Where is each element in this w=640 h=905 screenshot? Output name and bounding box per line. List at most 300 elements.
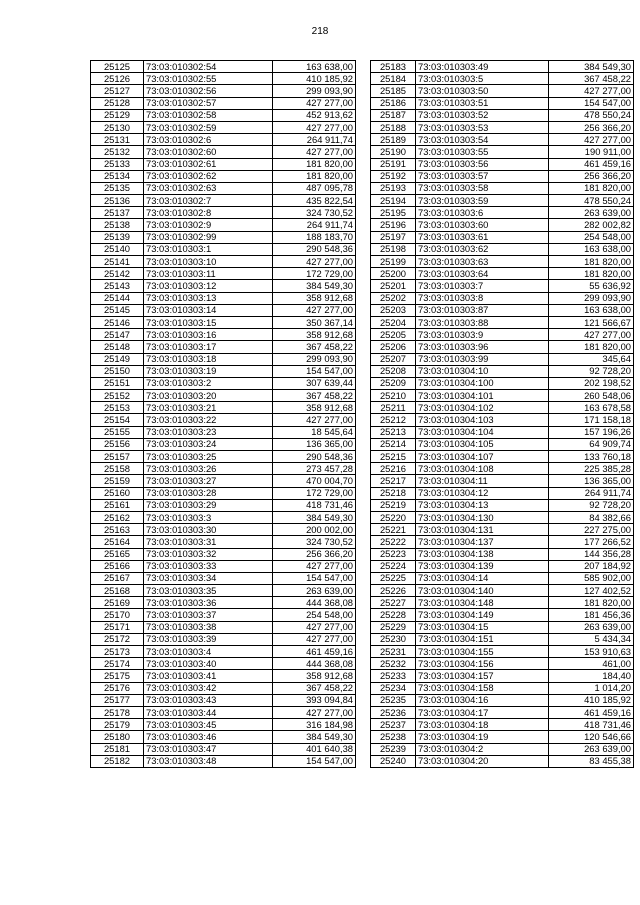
cadastral-number: 73:03:010304:15 (416, 621, 549, 633)
table-row (91, 694, 356, 706)
cadastral-number: 73:03:010304:19 (416, 731, 549, 743)
row-number: 25204 (371, 316, 416, 328)
cadastral-value: 273 457,28 (273, 463, 356, 475)
row-number: 25166 (91, 560, 144, 572)
cadastral-value: 83 455,38 (549, 755, 634, 767)
cadastral-value: 177 266,52 (549, 536, 634, 548)
cadastral-number: 73:03:010303:21 (144, 402, 273, 414)
table-row (91, 487, 356, 499)
row-number: 25196 (371, 219, 416, 231)
cadastral-number: 73:03:010302:55 (144, 73, 273, 85)
cadastral-value: 136 365,00 (549, 475, 634, 487)
table-row (371, 182, 634, 194)
table-row (91, 268, 356, 280)
cadastral-value: 181 456,36 (549, 609, 634, 621)
table-row (371, 195, 634, 207)
cadastral-number: 73:03:010303:96 (416, 341, 549, 353)
row-number: 25213 (371, 426, 416, 438)
cadastral-number: 73:03:010302:99 (144, 231, 273, 243)
cadastral-value: 427 277,00 (273, 621, 356, 633)
cadastral-number: 73:03:010303:49 (416, 61, 549, 73)
table-row (91, 706, 356, 718)
table-row (91, 402, 356, 414)
cadastral-number: 73:03:010304:155 (416, 646, 549, 658)
row-number: 25167 (91, 572, 144, 584)
table-row (91, 719, 356, 731)
table-row (91, 621, 356, 633)
cadastral-value: 401 640,38 (273, 743, 356, 755)
cadastral-value: 367 458,22 (549, 73, 634, 85)
cadastral-value: 92 728,20 (549, 365, 634, 377)
cadastral-number: 73:03:010304:149 (416, 609, 549, 621)
table-row (371, 280, 634, 292)
cadastral-number: 73:03:010303:16 (144, 329, 273, 341)
page-number: 218 (311, 26, 329, 37)
cadastral-value: 136 365,00 (273, 438, 356, 450)
cadastral-value: 163 678,58 (549, 402, 634, 414)
row-number: 25138 (91, 219, 144, 231)
cadastral-number: 73:03:010302:60 (144, 146, 273, 158)
cadastral-number: 73:03:010303:10 (144, 256, 273, 268)
cadastral-value: 163 638,00 (549, 243, 634, 255)
table-row (371, 158, 634, 170)
row-number: 25186 (371, 97, 416, 109)
table-row (371, 207, 634, 219)
cadastral-number: 73:03:010303:13 (144, 292, 273, 304)
cadastral-number: 73:03:010302:62 (144, 170, 273, 182)
table-row (371, 61, 634, 73)
cadastral-value: 358 912,68 (273, 670, 356, 682)
row-number: 25205 (371, 329, 416, 341)
row-number: 25156 (91, 438, 144, 450)
cadastral-value: 207 184,92 (549, 560, 634, 572)
table-row (371, 658, 634, 670)
cadastral-number: 73:03:010303:32 (144, 548, 273, 560)
table-row (371, 511, 634, 523)
cadastral-number: 73:03:010304:151 (416, 633, 549, 645)
cadastral-number: 73:03:010304:18 (416, 719, 549, 731)
cadastral-value: 384 549,30 (273, 511, 356, 523)
table-row (91, 475, 356, 487)
table-row (371, 134, 634, 146)
row-number: 25168 (91, 585, 144, 597)
row-number: 25223 (371, 548, 416, 560)
cadastral-number: 73:03:010303:61 (416, 231, 549, 243)
cadastral-number: 73:03:010303:44 (144, 706, 273, 718)
cadastral-value: 461,00 (549, 658, 634, 670)
cadastral-number: 73:03:010303:55 (416, 146, 549, 158)
cadastral-number: 73:03:010303:33 (144, 560, 273, 572)
table-row (371, 451, 634, 463)
cadastral-number: 73:03:010303:19 (144, 365, 273, 377)
table-row (371, 243, 634, 255)
cadastral-value: 410 185,92 (273, 73, 356, 85)
row-number: 25157 (91, 451, 144, 463)
cadastral-value: 470 004,70 (273, 475, 356, 487)
row-number: 25229 (371, 621, 416, 633)
cadastral-value: 172 729,00 (273, 487, 356, 499)
cadastral-value: 264 911,74 (549, 487, 634, 499)
table-row (91, 377, 356, 389)
row-number: 25217 (371, 475, 416, 487)
table-row (371, 499, 634, 511)
table-row (91, 353, 356, 365)
cadastral-number: 73:03:010303:36 (144, 597, 273, 609)
cadastral-value: 92 728,20 (549, 499, 634, 511)
table-row (91, 609, 356, 621)
row-number: 25197 (371, 231, 416, 243)
table-row (91, 195, 356, 207)
cadastral-value: 384 549,30 (273, 280, 356, 292)
row-number: 25208 (371, 365, 416, 377)
cadastral-number: 73:03:010303:37 (144, 609, 273, 621)
cadastral-value: 84 382,66 (549, 511, 634, 523)
cadastral-number: 73:03:010303:20 (144, 390, 273, 402)
left-register-table (90, 60, 356, 768)
cadastral-value: 324 730,52 (273, 207, 356, 219)
row-number: 25160 (91, 487, 144, 499)
row-number: 25220 (371, 511, 416, 523)
row-number: 25226 (371, 585, 416, 597)
cadastral-value: 384 549,30 (549, 61, 634, 73)
table-row (91, 365, 356, 377)
row-number: 25182 (91, 755, 144, 767)
table-row (371, 548, 634, 560)
row-number: 25228 (371, 609, 416, 621)
cadastral-number: 73:03:010304:157 (416, 670, 549, 682)
row-number: 25209 (371, 377, 416, 389)
row-number: 25149 (91, 353, 144, 365)
cadastral-number: 73:03:010303:4 (144, 646, 273, 658)
cadastral-value: 133 760,18 (549, 451, 634, 463)
row-number: 25151 (91, 377, 144, 389)
cadastral-number: 73:03:010303:23 (144, 426, 273, 438)
table-row (371, 731, 634, 743)
cadastral-number: 73:03:010304:2 (416, 743, 549, 755)
row-number: 25133 (91, 158, 144, 170)
row-number: 25181 (91, 743, 144, 755)
row-number: 25164 (91, 536, 144, 548)
cadastral-number: 73:03:010304:130 (416, 511, 549, 523)
cadastral-value: 254 548,00 (549, 231, 634, 243)
table-row (371, 316, 634, 328)
cadastral-value: 5 434,34 (549, 633, 634, 645)
cadastral-value: 171 158,18 (549, 414, 634, 426)
cadastral-value: 444 368,08 (273, 597, 356, 609)
cadastral-number: 73:03:010304:20 (416, 755, 549, 767)
row-number: 25146 (91, 316, 144, 328)
cadastral-value: 264 911,74 (273, 219, 356, 231)
cadastral-value: 299 093,90 (273, 85, 356, 97)
row-number: 25139 (91, 231, 144, 243)
row-number: 25169 (91, 597, 144, 609)
cadastral-number: 73:03:010302:57 (144, 97, 273, 109)
table-row (91, 560, 356, 572)
table-row (371, 719, 634, 731)
cadastral-value: 263 639,00 (549, 621, 634, 633)
cadastral-number: 73:03:010303:18 (144, 353, 273, 365)
cadastral-number: 73:03:010304:14 (416, 572, 549, 584)
cadastral-value: 324 730,52 (273, 536, 356, 548)
row-number: 25178 (91, 706, 144, 718)
row-number: 25227 (371, 597, 416, 609)
table-row (371, 329, 634, 341)
cadastral-number: 73:03:010304:100 (416, 377, 549, 389)
table-row (91, 243, 356, 255)
row-number: 25191 (371, 158, 416, 170)
cadastral-number: 73:03:010303:9 (416, 329, 549, 341)
right-register-table (370, 60, 634, 768)
table-row (91, 536, 356, 548)
row-number: 25188 (371, 121, 416, 133)
cadastral-number: 73:03:010303:88 (416, 316, 549, 328)
cadastral-number: 73:03:010303:25 (144, 451, 273, 463)
table-row (371, 536, 634, 548)
cadastral-value: 153 910,63 (549, 646, 634, 658)
cadastral-value: 316 184,98 (273, 719, 356, 731)
row-number: 25132 (91, 146, 144, 158)
row-number: 25233 (371, 670, 416, 682)
cadastral-number: 73:03:010303:57 (416, 170, 549, 182)
cadastral-value: 200 002,00 (273, 524, 356, 536)
row-number: 25199 (371, 256, 416, 268)
row-number: 25171 (91, 621, 144, 633)
row-number: 25136 (91, 195, 144, 207)
table-row (371, 73, 634, 85)
table-row (371, 304, 634, 316)
cadastral-value: 121 566,67 (549, 316, 634, 328)
cadastral-value: 427 277,00 (273, 304, 356, 316)
cadastral-number: 73:03:010303:28 (144, 487, 273, 499)
cadastral-value: 427 277,00 (273, 706, 356, 718)
cadastral-number: 73:03:010303:48 (144, 755, 273, 767)
table-row (91, 670, 356, 682)
cadastral-value: 190 911,00 (549, 146, 634, 158)
row-number: 25143 (91, 280, 144, 292)
table-row (371, 219, 634, 231)
row-number: 25140 (91, 243, 144, 255)
cadastral-value: 202 198,52 (549, 377, 634, 389)
cadastral-value: 154 547,00 (273, 572, 356, 584)
table-row (371, 292, 634, 304)
table-row (91, 731, 356, 743)
row-number: 25147 (91, 329, 144, 341)
cadastral-number: 73:03:010303:14 (144, 304, 273, 316)
cadastral-value: 181 820,00 (549, 268, 634, 280)
cadastral-number: 73:03:010304:13 (416, 499, 549, 511)
table-row (371, 560, 634, 572)
table-row (91, 97, 356, 109)
row-number: 25155 (91, 426, 144, 438)
cadastral-number: 73:03:010302:8 (144, 207, 273, 219)
cadastral-number: 73:03:010302:56 (144, 85, 273, 97)
row-number: 25216 (371, 463, 416, 475)
table-row (91, 85, 356, 97)
cadastral-value: 256 366,20 (549, 121, 634, 133)
cadastral-number: 73:03:010303:60 (416, 219, 549, 231)
row-number: 25153 (91, 402, 144, 414)
row-number: 25192 (371, 170, 416, 182)
cadastral-number: 73:03:010303:39 (144, 633, 273, 645)
table-row (371, 706, 634, 718)
cadastral-value: 144 356,28 (549, 548, 634, 560)
cadastral-value: 154 547,00 (549, 97, 634, 109)
cadastral-value: 263 639,00 (549, 207, 634, 219)
cadastral-value: 461 459,16 (549, 158, 634, 170)
table-row (91, 682, 356, 694)
row-number: 25141 (91, 256, 144, 268)
row-number: 25159 (91, 475, 144, 487)
cadastral-value: 358 912,68 (273, 329, 356, 341)
table-row (91, 134, 356, 146)
cadastral-number: 73:03:010303:12 (144, 280, 273, 292)
table-row (371, 585, 634, 597)
table-row (371, 390, 634, 402)
row-number: 25225 (371, 572, 416, 584)
row-number: 25212 (371, 414, 416, 426)
row-number: 25194 (371, 195, 416, 207)
cadastral-number: 73:03:010303:53 (416, 121, 549, 133)
row-number: 25161 (91, 499, 144, 511)
table-row (371, 268, 634, 280)
cadastral-number: 73:03:010304:103 (416, 414, 549, 426)
table-row (371, 597, 634, 609)
row-number: 25224 (371, 560, 416, 572)
cadastral-value: 256 366,20 (273, 548, 356, 560)
cadastral-number: 73:03:010303:30 (144, 524, 273, 536)
row-number: 25172 (91, 633, 144, 645)
cadastral-number: 73:03:010302:6 (144, 134, 273, 146)
cadastral-number: 73:03:010304:105 (416, 438, 549, 450)
cadastral-number: 73:03:010303:8 (416, 292, 549, 304)
table-row (371, 682, 634, 694)
row-number: 25238 (371, 731, 416, 743)
cadastral-value: 358 912,68 (273, 402, 356, 414)
row-number: 25173 (91, 646, 144, 658)
cadastral-number: 73:03:010303:87 (416, 304, 549, 316)
row-number: 25177 (91, 694, 144, 706)
table-row (91, 109, 356, 121)
table-row (91, 280, 356, 292)
cadastral-number: 73:03:010303:27 (144, 475, 273, 487)
row-number: 25185 (371, 85, 416, 97)
table-row (91, 231, 356, 243)
cadastral-value: 64 909,74 (549, 438, 634, 450)
row-number: 25211 (371, 402, 416, 414)
cadastral-number: 73:03:010304:139 (416, 560, 549, 572)
table-row (91, 438, 356, 450)
table-row (371, 121, 634, 133)
row-number: 25176 (91, 682, 144, 694)
cadastral-number: 73:03:010303:54 (416, 134, 549, 146)
cadastral-value: 444 368,08 (273, 658, 356, 670)
table-row (91, 414, 356, 426)
cadastral-value: 427 277,00 (273, 560, 356, 572)
table-row (371, 146, 634, 158)
row-number: 25202 (371, 292, 416, 304)
cadastral-value: 254 548,00 (273, 609, 356, 621)
row-number: 25184 (371, 73, 416, 85)
row-number: 25221 (371, 524, 416, 536)
cadastral-number: 73:03:010303:58 (416, 182, 549, 194)
table-row (371, 670, 634, 682)
table-row (91, 158, 356, 170)
row-number: 25128 (91, 97, 144, 109)
row-number: 25234 (371, 682, 416, 694)
row-number: 25206 (371, 341, 416, 353)
table-row (91, 207, 356, 219)
table-row (91, 61, 356, 73)
cadastral-value: 184,40 (549, 670, 634, 682)
cadastral-value: 263 639,00 (273, 585, 356, 597)
cadastral-number: 73:03:010304:102 (416, 402, 549, 414)
row-number: 25148 (91, 341, 144, 353)
cadastral-value: 345,64 (549, 353, 634, 365)
row-number: 25174 (91, 658, 144, 670)
cadastral-number: 73:03:010303:45 (144, 719, 273, 731)
table-row (91, 572, 356, 584)
cadastral-value: 264 911,74 (273, 134, 356, 146)
row-number: 25230 (371, 633, 416, 645)
row-number: 25207 (371, 353, 416, 365)
cadastral-number: 73:03:010303:56 (416, 158, 549, 170)
cadastral-number: 73:03:010303:50 (416, 85, 549, 97)
cadastral-number: 73:03:010303:63 (416, 256, 549, 268)
cadastral-value: 350 367,14 (273, 316, 356, 328)
row-number: 25137 (91, 207, 144, 219)
cadastral-value: 181 820,00 (549, 182, 634, 194)
table-row (371, 633, 634, 645)
cadastral-value: 367 458,22 (273, 390, 356, 402)
cadastral-number: 73:03:010303:52 (416, 109, 549, 121)
row-number: 25145 (91, 304, 144, 316)
row-number: 25142 (91, 268, 144, 280)
table-row (91, 743, 356, 755)
row-number: 25240 (371, 755, 416, 767)
table-row (91, 511, 356, 523)
cadastral-value: 427 277,00 (273, 97, 356, 109)
cadastral-number: 73:03:010302:9 (144, 219, 273, 231)
cadastral-value: 290 548,36 (273, 243, 356, 255)
cadastral-value: 358 912,68 (273, 292, 356, 304)
cadastral-value: 307 639,44 (273, 377, 356, 389)
cadastral-number: 73:03:010304:158 (416, 682, 549, 694)
cadastral-value: 163 638,00 (549, 304, 634, 316)
cadastral-value: 299 093,90 (549, 292, 634, 304)
table-row (371, 341, 634, 353)
row-number: 25180 (91, 731, 144, 743)
cadastral-value: 282 002,82 (549, 219, 634, 231)
table-row (91, 499, 356, 511)
cadastral-number: 73:03:010303:31 (144, 536, 273, 548)
cadastral-value: 427 277,00 (549, 329, 634, 341)
cadastral-number: 73:03:010304:101 (416, 390, 549, 402)
cadastral-number: 73:03:010303:38 (144, 621, 273, 633)
cadastral-number: 73:03:010303:3 (144, 511, 273, 523)
cadastral-number: 73:03:010303:2 (144, 377, 273, 389)
table-row (91, 585, 356, 597)
cadastral-value: 1 014,20 (549, 682, 634, 694)
table-row (91, 329, 356, 341)
row-number: 25239 (371, 743, 416, 755)
cadastral-number: 73:03:010303:22 (144, 414, 273, 426)
row-number: 25215 (371, 451, 416, 463)
cadastral-number: 73:03:010302:63 (144, 182, 273, 194)
cadastral-number: 73:03:010302:58 (144, 109, 273, 121)
row-number: 25135 (91, 182, 144, 194)
cadastral-value: 461 459,16 (273, 646, 356, 658)
cadastral-number: 73:03:010303:46 (144, 731, 273, 743)
